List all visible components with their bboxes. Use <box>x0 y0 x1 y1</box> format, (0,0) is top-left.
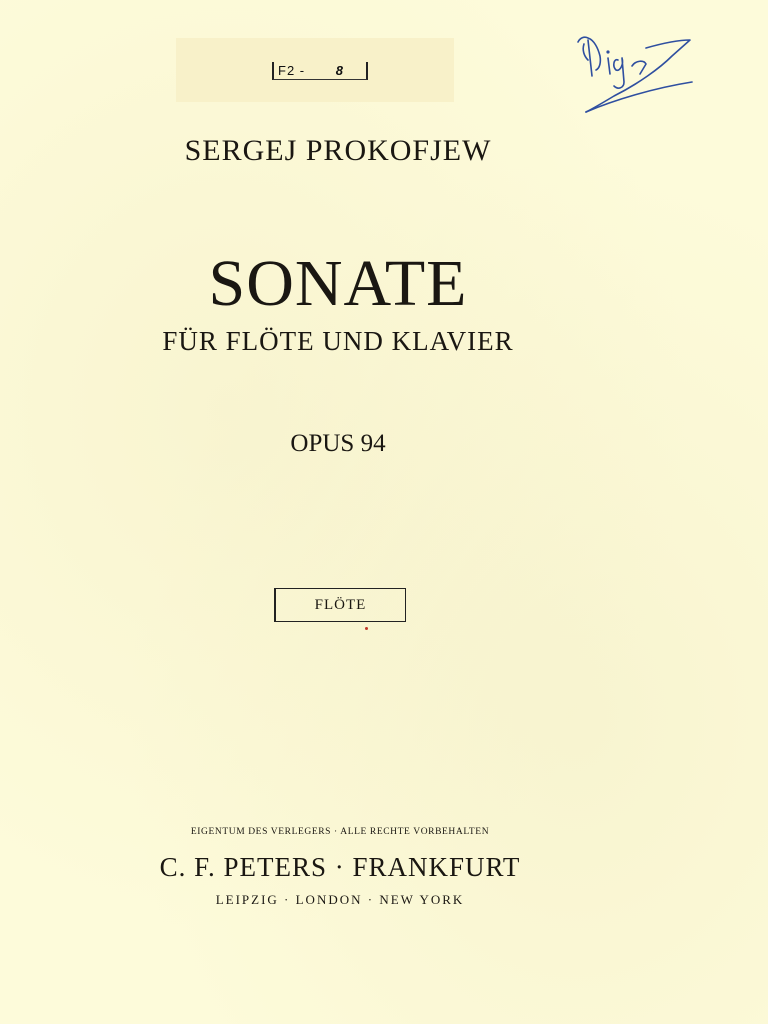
work-title: SONATE <box>208 247 468 320</box>
publisher-name: C. F. PETERS · FRANKFURT <box>159 852 521 882</box>
shelfmark-label <box>272 62 368 80</box>
part-label: FLÖTE <box>314 597 367 613</box>
composer-name: SERGEJ PROKOFJEW <box>184 134 492 167</box>
rights-notice: EIGENTUM DES VERLEGERS · ALLE RECHTE VORBEHALTEN <box>190 827 490 837</box>
instrumentation-subtitle: FÜR FLÖTE UND KLAVIER <box>162 326 514 356</box>
shelfmark-prefix: F2 - <box>278 63 306 78</box>
opus-number: OPUS 94 <box>290 430 386 457</box>
shelfmark-number: 8 <box>335 63 344 78</box>
part-label-box <box>274 588 406 622</box>
handwritten-signature <box>574 30 698 116</box>
ink-speck <box>365 627 368 630</box>
publisher-cities: LEIPZIG · LONDON · NEW YORK <box>215 892 465 907</box>
